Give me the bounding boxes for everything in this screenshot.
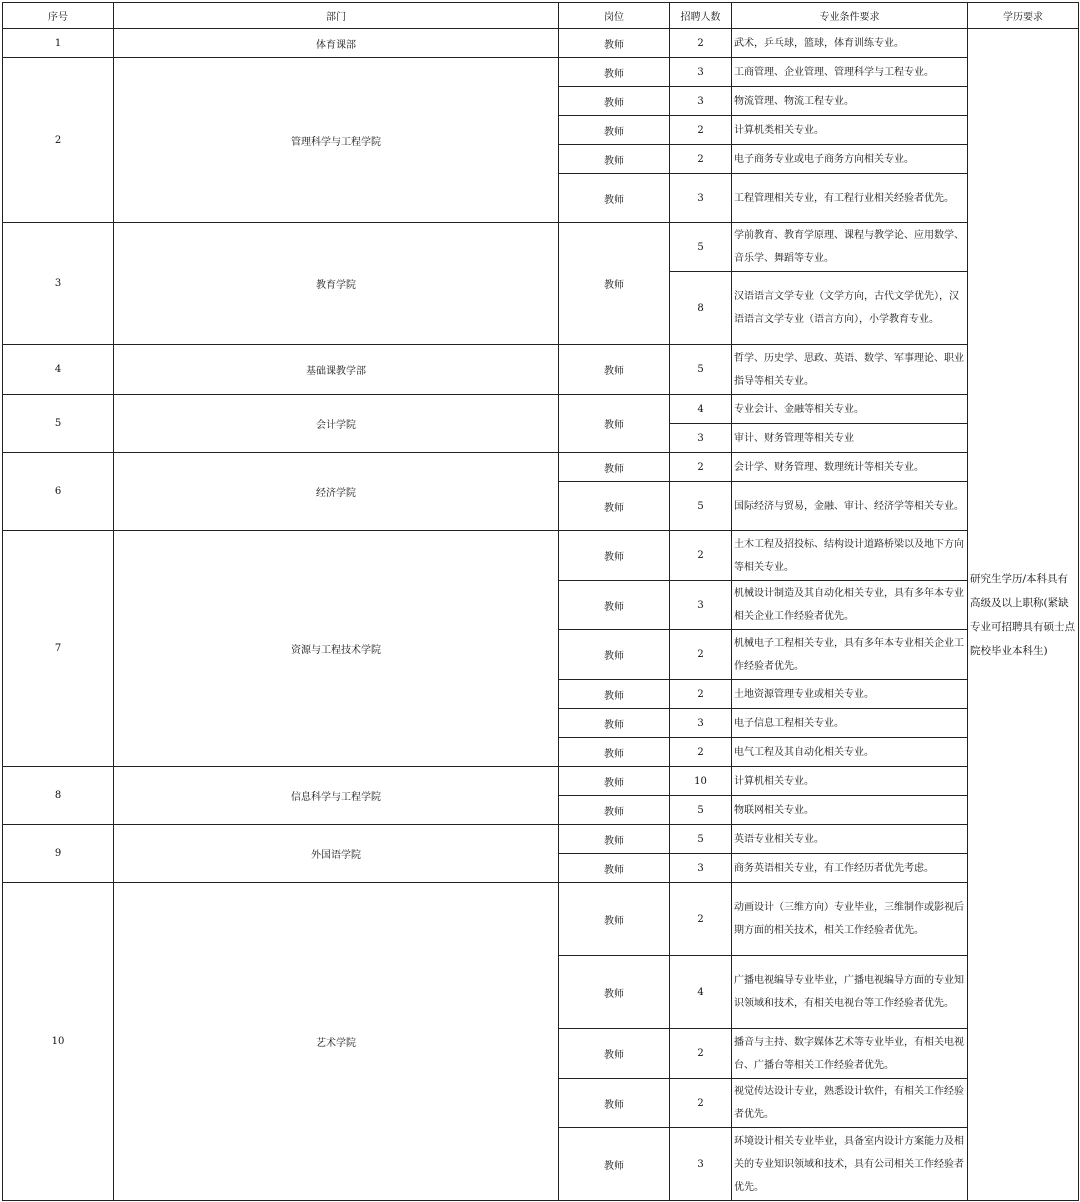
- education-requirement-cell: 研究生学历/本科具有高级及以上职称(紧缺专业可招聘具有硕士点院校毕业本科生): [968, 29, 1079, 1201]
- requirement-cell: 哲学、历史学、思政、英语、数学、军事理论、职业指导等相关专业。: [732, 345, 968, 395]
- count-cell: 2: [670, 883, 732, 956]
- position-cell: 教师: [559, 738, 670, 767]
- position-cell: 教师: [559, 767, 670, 796]
- requirement-cell: 学前教育、教育学原理、课程与教学论、应用数学、音乐学、舞蹈等专业。: [732, 223, 968, 272]
- table-row: [3, 825, 1079, 854]
- requirement-cell: 电子信息工程相关专业。: [732, 709, 968, 738]
- department-cell: 基础课教学部: [114, 345, 559, 395]
- position-cell: 教师: [559, 1029, 670, 1079]
- seq-cell: 9: [3, 825, 114, 883]
- seq-cell: 2: [3, 58, 114, 223]
- count-cell: 3: [670, 58, 732, 87]
- requirement-cell: 武术，乒乓球，篮球，体育训练专业。: [732, 29, 968, 58]
- position-cell: 教师: [559, 883, 670, 956]
- count-cell: 5: [670, 796, 732, 825]
- seq-cell: 1: [3, 29, 114, 58]
- position-cell: 教师: [559, 854, 670, 883]
- requirement-cell: 土地资源管理专业或相关专业。: [732, 680, 968, 709]
- table-row: [3, 223, 1079, 272]
- requirement-cell: 国际经济与贸易，金融、审计、经济学等相关专业。: [732, 482, 968, 531]
- header-education: 学历要求: [968, 3, 1079, 29]
- department-cell: 信息科学与工程学院: [114, 767, 559, 825]
- position-cell: 教师: [559, 395, 670, 453]
- department-cell: 外国语学院: [114, 825, 559, 883]
- table-row: [3, 58, 1079, 87]
- department-cell: 经济学院: [114, 453, 559, 531]
- requirement-cell: 播音与主持、数字媒体艺术等专业毕业，有相关电视台、广播台等相关工作经验者优先。: [732, 1029, 968, 1079]
- requirement-cell: 物联网相关专业。: [732, 796, 968, 825]
- requirement-cell: 广播电视编导专业毕业，广播电视编导方面的专业知识领域和技术，有相关电视台等工作经验者优先。: [732, 956, 968, 1029]
- department-cell: 艺术学院: [114, 883, 559, 1201]
- count-cell: 3: [670, 581, 732, 630]
- count-cell: 2: [670, 630, 732, 680]
- header-row: [3, 3, 1079, 29]
- table-row: [3, 395, 1079, 424]
- table-row: [3, 29, 1079, 58]
- requirement-cell: 计算机相关专业。: [732, 767, 968, 796]
- requirement-cell: 环境设计相关专业毕业，具备室内设计方案能力及相关的专业知识领域和技术，具有公司相关工作经验者优先。: [732, 1128, 968, 1201]
- count-cell: 8: [670, 272, 732, 345]
- position-cell: 教师: [559, 680, 670, 709]
- requirement-cell: 土木工程及招投标、结构设计道路桥梁以及地下方向等相关专业。: [732, 531, 968, 581]
- requirement-cell: 审计、财务管理等相关专业: [732, 424, 968, 453]
- header-requirements: 专业条件要求: [732, 3, 968, 29]
- count-cell: 3: [670, 1128, 732, 1201]
- position-cell: 教师: [559, 531, 670, 581]
- requirement-cell: 工商管理、企业管理、管理科学与工程专业。: [732, 58, 968, 87]
- table-row: [3, 453, 1079, 482]
- position-cell: 教师: [559, 709, 670, 738]
- requirement-cell: 物流管理、物流工程专业。: [732, 87, 968, 116]
- requirement-cell: 电子商务专业或电子商务方向相关专业。: [732, 145, 968, 174]
- count-cell: 3: [670, 709, 732, 738]
- position-cell: 教师: [559, 1079, 670, 1128]
- department-cell: 教育学院: [114, 223, 559, 345]
- count-cell: 2: [670, 738, 732, 767]
- count-cell: 4: [670, 395, 732, 424]
- position-cell: 教师: [559, 87, 670, 116]
- department-cell: 体育课部: [114, 29, 559, 58]
- count-cell: 2: [670, 145, 732, 174]
- position-cell: 教师: [559, 29, 670, 58]
- position-cell: 教师: [559, 630, 670, 680]
- count-cell: 2: [670, 1029, 732, 1079]
- count-cell: 3: [670, 424, 732, 453]
- position-cell: 教师: [559, 825, 670, 854]
- count-cell: 3: [670, 174, 732, 223]
- count-cell: 3: [670, 854, 732, 883]
- table-row: [3, 531, 1079, 581]
- count-cell: 3: [670, 87, 732, 116]
- count-cell: 5: [670, 482, 732, 531]
- requirement-cell: 商务英语相关专业，有工作经历者优先考虑。: [732, 854, 968, 883]
- position-cell: 教师: [559, 581, 670, 630]
- requirement-cell: 动画设计（三维方向）专业毕业，三维制作或影视后期方面的相关技术，相关工作经验者优先。: [732, 883, 968, 956]
- header-seq: 序号: [3, 3, 114, 29]
- position-cell: 教师: [559, 116, 670, 145]
- table-row: [3, 767, 1079, 796]
- position-cell: 教师: [559, 174, 670, 223]
- requirement-cell: 英语专业相关专业。: [732, 825, 968, 854]
- seq-cell: 6: [3, 453, 114, 531]
- count-cell: 2: [670, 116, 732, 145]
- requirement-cell: 计算机类相关专业。: [732, 116, 968, 145]
- requirement-cell: 工程管理相关专业，有工程行业相关经验者优先。: [732, 174, 968, 223]
- count-cell: 5: [670, 223, 732, 272]
- count-cell: 2: [670, 531, 732, 581]
- requirement-cell: 专业会计、金融等相关专业。: [732, 395, 968, 424]
- count-cell: 2: [670, 680, 732, 709]
- position-cell: 教师: [559, 482, 670, 531]
- count-cell: 4: [670, 956, 732, 1029]
- count-cell: 2: [670, 29, 732, 58]
- requirement-cell: 视觉传达设计专业，熟悉设计软件，有相关工作经验者优先。: [732, 1079, 968, 1128]
- position-cell: 教师: [559, 796, 670, 825]
- count-cell: 5: [670, 825, 732, 854]
- requirement-cell: 机械电子工程相关专业，具有多年本专业相关企业工作经验者优先。: [732, 630, 968, 680]
- requirement-cell: 汉语语言文学专业（文学方向，古代文学优先），汉语语言文学专业（语言方向），小学教育专业。: [732, 272, 968, 345]
- seq-cell: 8: [3, 767, 114, 825]
- position-cell: 教师: [559, 453, 670, 482]
- position-cell: 教师: [559, 223, 670, 345]
- seq-cell: 5: [3, 395, 114, 453]
- recruitment-table: [2, 2, 1079, 1201]
- count-cell: 5: [670, 345, 732, 395]
- header-position: 岗位: [559, 3, 670, 29]
- header-department: 部门: [114, 3, 559, 29]
- seq-cell: 3: [3, 223, 114, 345]
- seq-cell: 4: [3, 345, 114, 395]
- count-cell: 2: [670, 453, 732, 482]
- count-cell: 2: [670, 1079, 732, 1128]
- position-cell: 教师: [559, 145, 670, 174]
- requirement-cell: 机械设计制造及其自动化相关专业，具有多年本专业相关企业工作经验者优先。: [732, 581, 968, 630]
- department-cell: 资源与工程技术学院: [114, 531, 559, 767]
- seq-cell: 10: [3, 883, 114, 1201]
- position-cell: 教师: [559, 345, 670, 395]
- requirement-cell: 电气工程及其自动化相关专业。: [732, 738, 968, 767]
- seq-cell: 7: [3, 531, 114, 767]
- position-cell: 教师: [559, 58, 670, 87]
- department-cell: 管理科学与工程学院: [114, 58, 559, 223]
- count-cell: 10: [670, 767, 732, 796]
- requirement-cell: 会计学、财务管理、数理统计等相关专业。: [732, 453, 968, 482]
- table-row: [3, 883, 1079, 956]
- department-cell: 会计学院: [114, 395, 559, 453]
- table-row: [3, 345, 1079, 395]
- position-cell: 教师: [559, 956, 670, 1029]
- position-cell: 教师: [559, 1128, 670, 1201]
- header-count: 招聘人数: [670, 3, 732, 29]
